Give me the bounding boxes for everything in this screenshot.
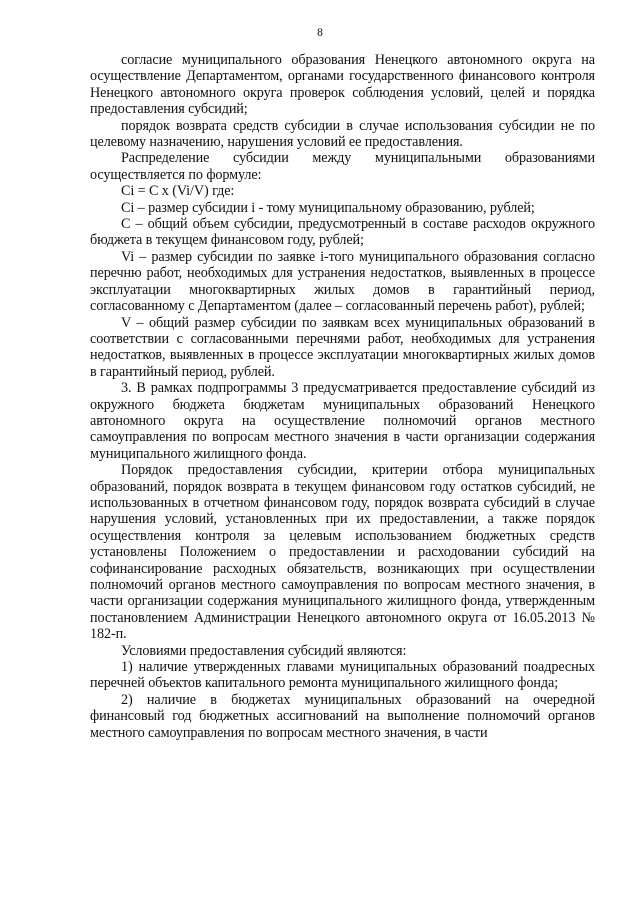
paragraph-consent: согласие муниципального образования Ненецкого автономного округа на осуществление Департаментом, органами государственного финансового контроля Ненецкого автономного округа проверок соблюдения условий, целей и порядка предоставления субсидий; bbox=[90, 52, 595, 118]
paragraph-vi-definition: Vi – размер субсидии по заявке i-того муниципального образования согласно перечню работ, необходимых для устранения недостатков, выявленных в процессе эксплуатации многоквартирных жилых домов в гарантийный период, согласованному с Департаментом (далее – согласованный перечень работ), рублей; bbox=[90, 248, 595, 315]
paragraph-c-definition: С – общий объем субсидии, предусмотренный в составе расходов окружного бюджета в текущем финансовом году, рублей; bbox=[90, 216, 595, 249]
document-body bbox=[90, 52, 595, 741]
paragraph-condition-1: 1) наличие утвержденных главами муниципальных образований поадресных перечней объектов капитального ремонта муниципального жилищного фонда; bbox=[90, 659, 595, 692]
paragraph-formula: Ci = С x (Vi/V) где: bbox=[121, 183, 235, 200]
paragraph-subprogram-3: 3. В рамках подпрограммы 3 предусматривается предоставление субсидий из окружного бюджета бюджетам муниципальных образований Ненецкого автономного округа на осуществление полномочий органов местного самоуправления по вопросам местного значения в части организации содержания муниципального жилищного фонда. bbox=[90, 380, 595, 462]
paragraph-condition-2: 2) наличие в бюджетах муниципальных образований на очередной финансовый год бюджетных ассигнований на выполнение полномочий органов местного самоуправления по вопросам местного значения, в части bbox=[90, 691, 595, 741]
paragraph-v-definition: V – общий размер субсидии по заявкам всех муниципальных образований в соответствии с согласованными перечнями работ, необходимых для устранения недостатков, выявленных в процессе эксплуатации многоквартирных жилых домов в гарантийный период, рублей. bbox=[90, 314, 595, 380]
paragraph-conditions-heading: Условиями предоставления субсидий являются: bbox=[121, 642, 407, 659]
paragraph-distribution: Распределение субсидии между муниципальными образованиями осуществляется по формуле: bbox=[90, 150, 595, 183]
paragraph-return-procedure: порядок возврата средств субсидии в случае использования субсидии не по целевому назначению, нарушения условий ее предоставления. bbox=[90, 117, 595, 151]
page-number: 8 bbox=[317, 27, 323, 39]
paragraph-subsidy-procedure: Порядок предоставления субсидии, критерии отбора муниципальных образований, порядок возврата в текущем финансовом году остатков субсидий, не использованных в отчетном финансовом году, порядок возврата субсидий в случае нарушения условий, установленных при их предоставлении, а также порядок осуществления контроля за целевым использованием бюджетных средств установлены Положением о предоставлении и расходовании субсидий на софинансирование расходных обязательств, возникающих при осуществлении полномочий органов местного самоуправления по вопросам местного значения, в части организации содержания муниципального жилищного фонда, утвержденным постановлением Администрации Ненецкого автономного округа от 16.05.2013 № 182-п. bbox=[90, 462, 595, 643]
paragraph-ci-definition: Ci – размер субсидии i - тому муниципальному образованию, рублей; bbox=[121, 199, 535, 216]
